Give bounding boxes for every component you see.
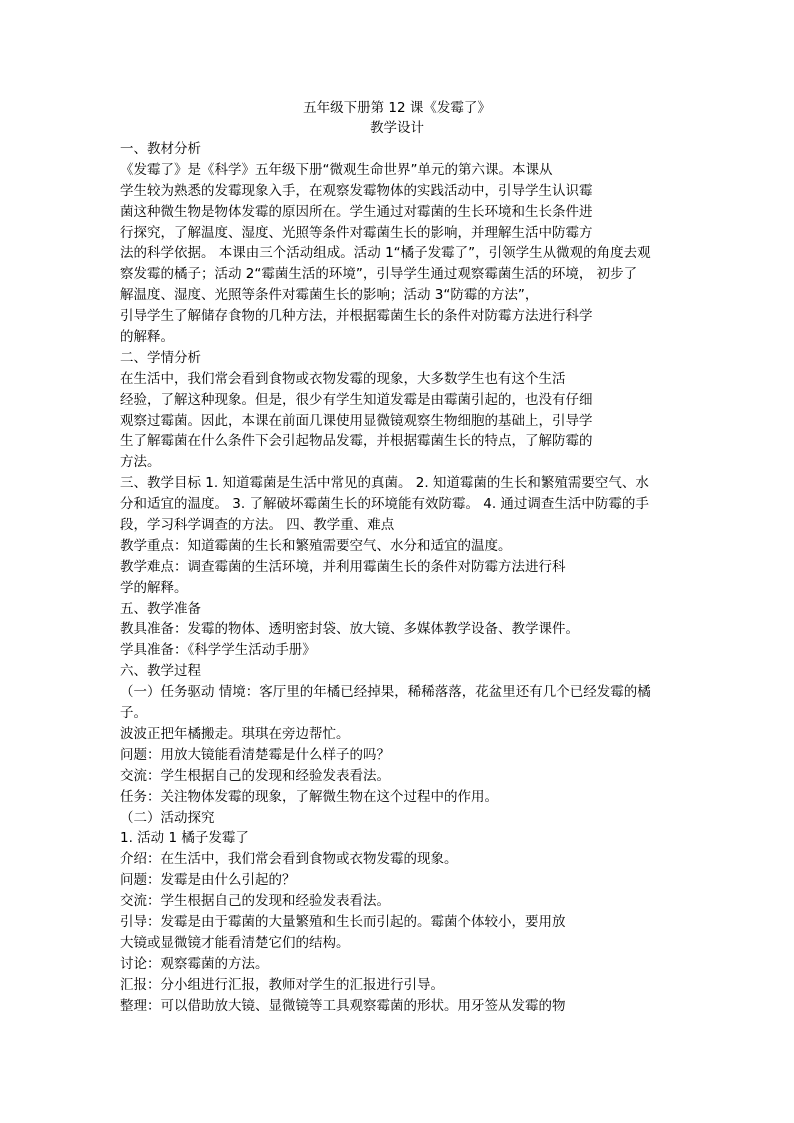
text-line: 学生较为熟悉的发霉现象入手，在观察发霉物体的实践活动中，引导学生认识霉 — [120, 182, 593, 199]
text-line: 《发霉了》是《科学》五年级下册“微观生命世界”单元的第六课。本课从 — [120, 161, 553, 178]
text-line: 在生活中，我们常会看到食物或衣物发霉的现象，大多数学生也有这个生活 — [120, 370, 566, 387]
text-line: 教学重点：知道霉菌的生长和繁殖需要空气、水分和适宜的温度。 — [120, 537, 512, 554]
text-line: （一）任务驱动 情境：客厅里的年橘已经掉果，稀稀落落，花盆里还有几个已经发霉的橘 — [120, 684, 651, 701]
text-line: 教学难点：调查霉菌的生活环境，并利用霉菌生长的条件对防霉方法进行科 — [120, 558, 566, 575]
text-line: 学的解释。 — [120, 579, 188, 596]
text-line: 观察过霉菌。因此，本课在前面几课使用显微镜观察生物细胞的基础上，引导学 — [120, 412, 593, 429]
text-line: 1. 活动 1 橘子发霉了 — [120, 830, 249, 847]
text-line: 六、教学过程 — [120, 663, 201, 680]
text-line: （二）活动探究 — [120, 809, 215, 826]
text-line: 三、教学目标 1. 知道霉菌是生活中常见的真菌。 2. 知道霉菌的生长和繁殖需要空气、水 — [120, 475, 649, 492]
text-line: 大镜或显微镜才能看清楚它们的结构。 — [120, 934, 350, 951]
document-title: 五年级下册第 12 课《发霉了》 — [303, 100, 491, 116]
text-line: 整理：可以借助放大镜、显微镜等工具观察霉菌的形状。用牙签从发霉的物 — [120, 997, 566, 1014]
text-line: 教具准备：发霉的物体、透明密封袋、放大镜、多媒体教学设备、教学课件。 — [120, 621, 579, 638]
document-subtitle: 教学设计 — [370, 120, 424, 136]
text-line: 五、教学准备 — [120, 600, 201, 617]
text-line: 一、教材分析 — [120, 141, 201, 157]
text-line: 二、学情分析 — [120, 349, 201, 366]
text-line: 交流：学生根据自己的发现和经验发表看法。 — [120, 893, 390, 910]
text-line: 任务：关注物体发霉的现象，了解微生物在这个过程中的作用。 — [120, 788, 498, 805]
text-line: 介绍：在生活中，我们常会看到食物或衣物发霉的现象。 — [120, 851, 458, 868]
text-line: 波波正把年橘搬走。琪琪在旁边帮忙。 — [120, 725, 350, 742]
text-line: 生了解霉菌在什么条件下会引起物品发霉，并根据霉菌生长的特点，了解防霉的 — [120, 433, 593, 450]
text-line: 段，学习科学调查的方法。 四、教学重、难点 — [120, 517, 395, 534]
text-line: 子。 — [120, 705, 147, 722]
text-line: 问题：发霉是由什么引起的？ — [120, 872, 296, 889]
text-line: 分和适宜的温度。 3. 了解破坏霉菌生长的环境能有效防霉。 4. 通过调查生活中防霉的手 — [120, 496, 649, 513]
text-line: 问题：用放大镜能看清楚霉是什么样子的吗？ — [120, 746, 390, 763]
document-body — [120, 139, 676, 1016]
text-line: 引导学生了解储存食物的几种方法，并根据霉菌生长的条件对防霉方法进行科学 — [120, 308, 593, 325]
text-line: 交流：学生根据自己的发现和经验发表看法。 — [120, 767, 390, 784]
text-line: 讨论：观察霉菌的方法。 — [120, 955, 269, 972]
text-line: 法的科学依据。 本课由三个活动组成。活动 1“橘子发霉了”，引领学生从微观的角度去观 — [120, 245, 651, 262]
text-line: 经验，了解这种现象。但是，很少有学生知道发霉是由霉菌引起的，也没有仔细 — [120, 391, 593, 408]
text-line: 行探究，了解温度、湿度、光照等条件对霉菌生长的影响，并理解生活中防霉方 — [120, 224, 593, 241]
text-line: 学具准备：《科学学生活动手册》 — [120, 642, 316, 659]
text-line: 汇报：分小组进行汇报，教师对学生的汇报进行引导。 — [120, 976, 444, 993]
text-line: 方法。 — [120, 454, 161, 471]
text-line: 的解释。 — [120, 329, 174, 346]
text-line: 引导：发霉是由于霉菌的大量繁殖和生长而引起的。霉菌个体较小，要用放 — [120, 913, 566, 930]
text-line: 菌这种微生物是物体发霉的原因所在。学生通过对霉菌的生长环境和生长条件进 — [120, 203, 593, 220]
text-line: 解温度、湿度、光照等条件对霉菌生长的影响；活动 3“防霉的方法”， — [120, 287, 539, 304]
text-line: 察发霉的橘子；活动 2“霉菌生活的环境”，引导学生通过观察霉菌生活的环境， 初步了 — [120, 266, 638, 283]
